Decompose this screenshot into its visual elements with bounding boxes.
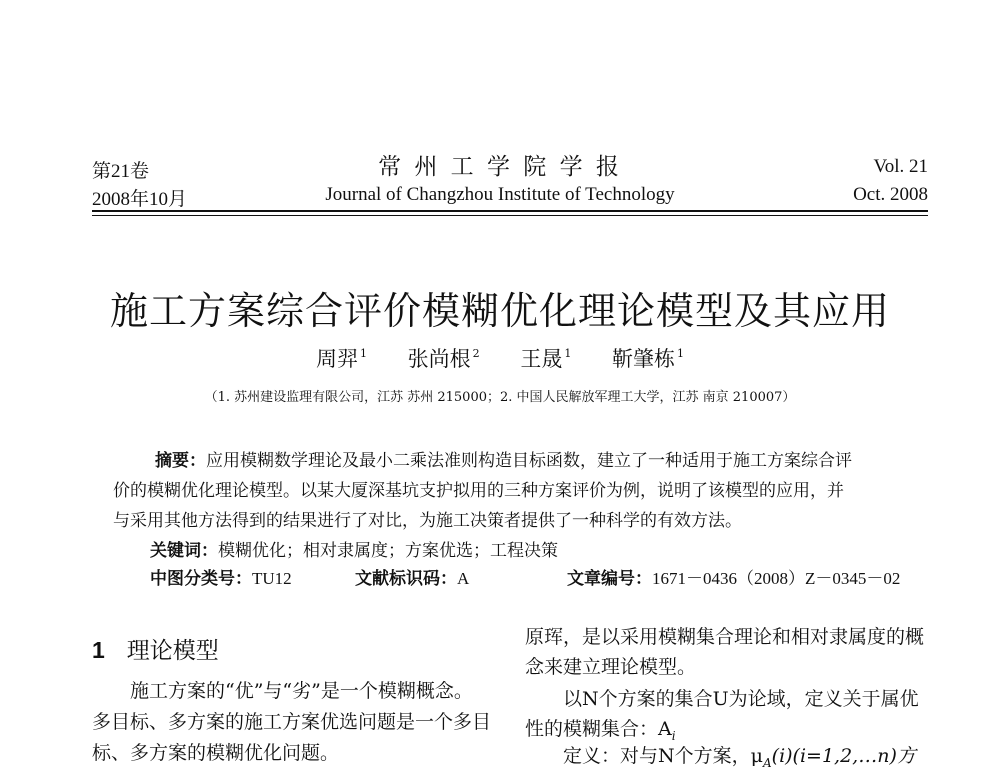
body-line: 多目标、多方案的施工方案优选问题是一个多目 [92, 711, 492, 733]
volume-label: 第21卷 [92, 161, 150, 182]
journal-name-en: Journal of Changzhou Institute of Technology [325, 184, 675, 205]
author: 靳肇栋 $^1$ [612, 347, 685, 371]
author-list [0, 343, 1000, 373]
clc-number: 中图分类号：TU12 [150, 569, 292, 589]
body-line: 以N个方案的集合U为论域，定义关于属优 [563, 688, 919, 710]
body-line: 定义：对与N个方案，$\mu_A(i)(i=1,2,\dots n)$方 [563, 745, 916, 770]
header-rule-thick [92, 210, 928, 212]
volume-en: Vol. 21 [873, 156, 928, 177]
doc-code: 文献标识码：A [355, 569, 470, 589]
abstract-label: 摘要： [155, 451, 206, 471]
paper-title: 施工方案综合评价模糊优化理论模型及其应用 [109, 289, 890, 333]
author: 张尚根 $^2$ [407, 347, 480, 371]
article-number: 文章编号：1671－0436（2008）Z－0345－02 [567, 569, 901, 589]
body-line: 念来建立理论模型。 [525, 656, 697, 678]
author: 周羿 $^1$ [315, 347, 367, 371]
journal-name-cn: 常 州 工 学 院 学 报 [378, 154, 622, 180]
body-line: 施工方案的“优”与“劣”是一个模糊概念。 [130, 680, 473, 702]
section-heading: 1 理论模型 [92, 637, 219, 664]
body-line: 标、多方案的模糊优化问题。 [92, 742, 340, 764]
abstract-line-1: 摘要：应用模糊数学理论及最小二乘法准则构造目标函数，建立了一种适用于施工方案综合评 [155, 451, 852, 471]
author: 王晟 $^1$ [520, 347, 572, 371]
abstract-line-3: 与采用其他方法得到的结果进行了对比，为施工决策者提供了一种科学的有效方法。 [113, 511, 742, 531]
body-line: 性的模糊集合：$A_i$ [525, 718, 676, 743]
affiliation: （1. 苏州建设监理有限公司，江苏 苏州 215000；2. 中国人民解放军理工大学，江苏 南京 210007） [204, 390, 796, 405]
header-rule-thin [92, 215, 928, 216]
keywords-line: 关键词：模糊优化；相对隶属度；方案优选；工程决策 [150, 541, 558, 561]
date-en: Oct. 2008 [853, 184, 928, 205]
abstract-line-2: 价的模糊优化理论模型。以某大厦深基坑支护拟用的三种方案评价为例，说明了该模型的应用，并 [113, 481, 844, 501]
issue-date: 2008年10月 [92, 189, 188, 210]
keywords-label: 关键词： [150, 541, 218, 561]
body-line: 原珲，是以采用模糊集合理论和相对隶属度的概 [525, 626, 925, 648]
